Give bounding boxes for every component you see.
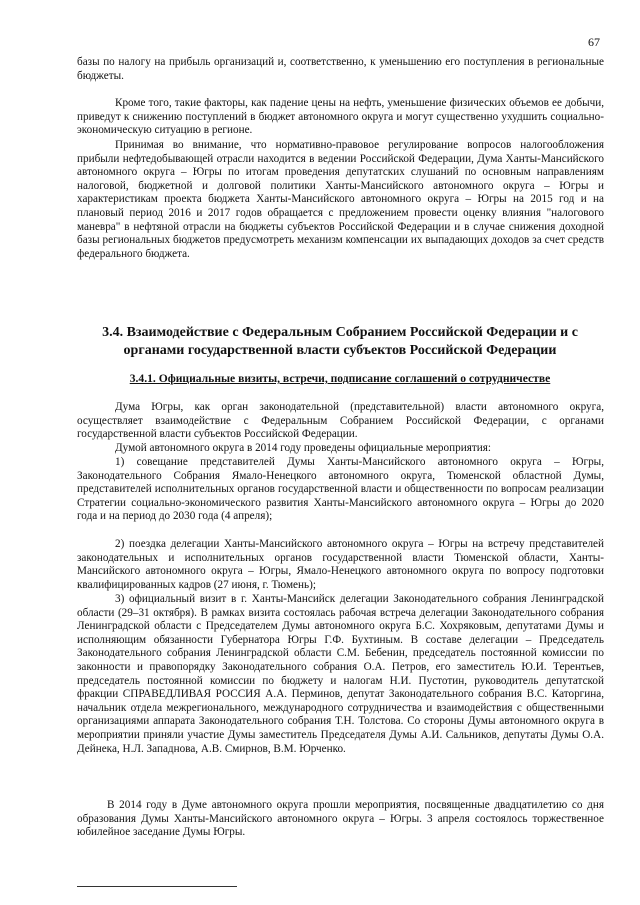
paragraph-oil-price: Кроме того, такие факторы, как падение цены на нефть, уменьшение физических объемов ее добычи, приведут к снижению поступлений в бюджет автономного округа и могут существенно ухудшить социально-экономическую ситуацию в регионе. xyxy=(77,97,604,137)
paragraph-anniversary: В 2014 году в Думе автономного округа прошли мероприятия, посвященные двадцатилетию со дня образования Думы Ханты-Мансийского автономного округа – Югры. 3 апреля состоялось торжественное юбилейное заседание Думы Югры. xyxy=(77,799,604,839)
list-item-trip: 2) поездка делегации Ханты-Мансийского автономного округа – Югры на встречу представителей законодательных и исполнительных органов государственной власти Тюменской области, Ханты-Мансийского автономного округа – Югры, Ямало-Ненецкого автономного округа по вопросу подготовки квалифицированных кадров (27 июня, г. Тюмень); xyxy=(77,538,604,591)
section-heading: 3.4. Взаимодействие с Федеральным Собранием Российской Федерации и с органами государственной власти субъектов Российской Федерации xyxy=(102,325,578,358)
list-item-official-visit: 3) официальный визит в г. Ханты-Мансийск делегации Законодательного собрания Ленинградской области (29–31 октября). В рамках визита состоялась рабочая встреча делегации Законодательного собрания Ленинградской области с Председателем Думы автономного округа Б.С. Хохряковым, депутатами Думы и исполняющим обязанности Губернатора Югры Г.Ф. Бухтиным. В составе делегации – Председатель Законодательного собрания Ленинградской области С.М. Бебенин, председатель постоянной комиссии по законности и правопорядку Законодательного собрания О.А. Петров, его заместитель Ю.И. Терентьев, председатель постоянной комиссии по бюджету и налогам Н.И. Пустотин, руководитель депутатской фракции СПРАВЕДЛИВАЯ РОССИЯ А.А. Перминов, депутат Законодательного собрания В.С. Каторгина, начальник отдела межрегионального, международного сотрудничества и взаимодействия с общественными организациями аппарата Законодательного собрания Т.Н. Толстова. Со стороны Думы автономного округа в мероприятии приняли участие Думы заместитель Председателя Думы А.И. Сальников, депутаты Думы О.А. Дейнека, Н.Л. Западнова, А.В. Смирнов, В.М. Юрченко. xyxy=(77,593,604,755)
footnote-divider xyxy=(77,886,237,887)
paragraph-tax-base: базы по налогу на прибыль организаций и, соответственно, к уменьшению его поступления в региональные бюджеты. xyxy=(77,56,604,82)
paragraph-tax-maneuver: Принимая во внимание, что нормативно-правовое регулирование вопросов налогообложения прибыли нефтедобывающей отрасли находится в ведении Российской Федерации, Дума Ханты-Мансийского автономного округа – Югры по итогам проведения депутатских слушаний по основным направлениям налоговой, бюджетной и долговой политики Ханты-Мансийского автономного округа – Югры и характеристикам проекта бюджета Ханты-Мансийского автономного округа – Югры на 2015 год и на плановый период 2016 и 2017 годов обращается с предложением провести оценку влияния "налогового маневра" в нефтяной отрасли на бюджеты субъектов Российской Федерации и в случае снижения доходной базы региональных бюджетов предусмотреть механизм компенсации их выпадающих доходов за счет средств федерального бюджета. xyxy=(77,139,604,260)
paragraph-events-intro: Думой автономного округа в 2014 году проведены официальные мероприятия: xyxy=(115,442,491,454)
page-number: 67 xyxy=(588,35,600,49)
subsection-heading: 3.4.1. Официальные визиты, встречи, подписание соглашений о сотрудничестве xyxy=(129,372,551,385)
list-item-meeting: 1) совещание представителей Думы Ханты-Мансийского автономного округа – Югры, Законодательного Собрания Ямало-Ненецкого автономного округа, Тюменской областной Думы, представителей исполнительных органов государственной власти и общественности по вопросам реализации Стратегии социально-экономического развития Ханты-Мансийского автономного округа – Югры до 2020 года и на период до 2030 года (4 апреля); xyxy=(77,456,604,523)
paragraph-duma-interaction: Дума Югры, как орган законодательной (представительной) власти автономного округа, осуществляет взаимодействие с Федеральным Собранием Российской Федерации, с органами государственной власти субъектов Российской Федерации. xyxy=(77,401,604,441)
